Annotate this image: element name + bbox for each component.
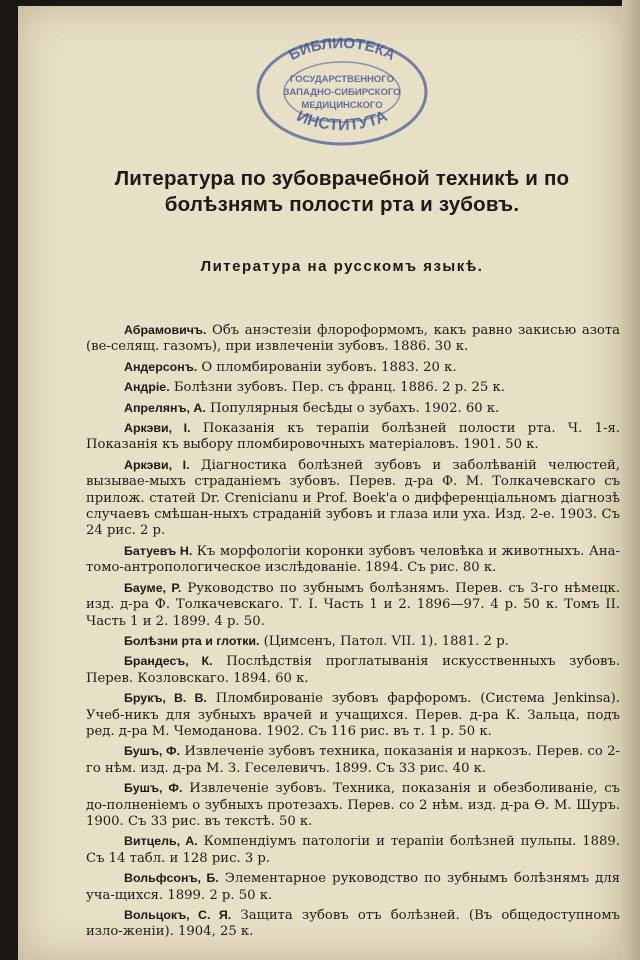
- entry-text: Элементарное руководство по зубнымъ болѣзнямъ для уча-щихся. 1899. 2 р. 50 к.: [86, 871, 620, 903]
- entry-text: Пломбированіе зубовъ фарфоромъ. (Система Jenkinsa). Учеб-никъ для зубныхъ врачей и учащихся. Перев. д-ра К. Зальца, подъ ред. д-ра М. Чемоданова. 1902. Съ 116 рис. въ т. 1 р. 50 к.: [86, 691, 620, 739]
- entry-text: Извлеченіе зубовъ техника, показанія и наркозъ. Перев. со 2-го нѣм. изд. д-ра М. З. Геселевичъ. 1899. Съ 33 рис. 40 к.: [86, 744, 620, 776]
- entry-text: Діагностика болѣзней зубовъ и заболѣваній челюстей, вызывае-мыхъ страданіемъ зубовъ. Перев. д-ра Ф. М. Толкачевскаго съ прилож. статей Dr. Crenicianu и Prof. Boek'а о дифференціальномъ діагнозѣ случаевъ смѣшан-ныхъ страданій зубовъ и глаза или уха. Изд. 2-е. 1903. Съ 24 рис. 2 р.: [86, 457, 620, 539]
- entry-text: Къ морфологіи коронки зубовъ человѣка и животныхъ. Ана-томо-антропологическое изслѣдованіе. 1894. Съ рис. 80 к.: [86, 543, 620, 576]
- bibliography-entry: [86, 907, 620, 941]
- entry-author: Аркэви, І.: [124, 421, 191, 436]
- entry-author: Бушъ, Ф.: [124, 744, 181, 759]
- entry-text: (Цимсенъ, Патол. VII. 1). 1881. 2 р.: [259, 633, 509, 649]
- svg-text:МЕДИЦИНСКОГО: МЕДИЦИНСКОГО: [301, 100, 383, 111]
- entry-text: Объ анэстезіи флороформомъ, какъ равно закисью азота (ве-селящ. газомъ), при извлеченіи зубовъ. 1886. 30 к.: [86, 323, 620, 355]
- entry-author: Вольцокъ, С. Я.: [124, 908, 232, 922]
- bibliography-entry: [86, 580, 620, 630]
- entry-text: Извлеченіе зубовъ. Техника, показанія и обезболиваніе, съ до-полненіемъ о зубныхъ протезахъ. Перев. со 2 нѣм. изд. д-ра Ѳ. М. Шуръ. 1900. Съ 33 рис. въ текстѣ. 50 к.: [86, 781, 620, 829]
- entry-author: Вольфсонъ, Б.: [124, 871, 219, 886]
- entry-text: О пломбированіи зубовъ. 1883. 20 к.: [197, 359, 457, 375]
- bibliography-entry: [86, 359, 620, 376]
- bibliography-entry: [86, 743, 620, 777]
- entry-author: Андерсонъ.: [124, 359, 198, 374]
- bibliography-entry: [86, 379, 620, 396]
- library-stamp: [254, 36, 430, 148]
- svg-text:БИБЛИОТЕКА: БИБЛИОТЕКА: [285, 36, 399, 65]
- entry-text: Популярныя бесѣды о зубахъ. 1902. 60 к.: [205, 400, 500, 416]
- bibliography-entry: [86, 633, 620, 650]
- section-heading: Литература на русскомъ языкѣ.: [200, 258, 484, 275]
- entry-author: Бауме, Р.: [124, 580, 182, 595]
- bibliography-entry: [86, 420, 620, 454]
- entry-author: Аркэви, І.: [124, 457, 190, 472]
- entry-text: Компендіумъ патологіи и терапіи болѣзней пульпы. 1889. Съ 14 табл. и 128 рис. 3 р.: [86, 834, 620, 866]
- entry-text: Защита зубовъ отъ болѣзней. (Въ общедоступномъ изло-женіи). 1904, 25 к.: [86, 908, 620, 940]
- entry-text: Показанія къ терапіи болѣзней полости рта. Ч. 1-я. Показанія къ выбору пломбировочныхъ матеріаловъ. 1901. 50 к.: [86, 421, 621, 453]
- page-edge: [622, 0, 640, 960]
- entry-author: Батуевъ Н.: [124, 543, 193, 558]
- svg-text:ГОСУДАРСТВЕННОГО: ГОСУДАРСТВЕННОГО: [290, 74, 394, 85]
- bibliography-entry: [86, 543, 620, 577]
- entry-text: Болѣзни зубовъ. Пер. съ франц. 1886. 2 р. 25 к.: [169, 380, 505, 396]
- entry-author: Болѣзни рта и глотки.: [124, 633, 260, 648]
- bibliography-entry: [86, 690, 620, 740]
- entry-author: Андріе.: [124, 380, 170, 395]
- entry-author: Бушъ, Ф.: [124, 781, 183, 796]
- page-title: Литература по зубоврачебной техникѣ и по болѣзнямъ полости рта и зубовъ.: [114, 167, 570, 216]
- entry-text: Послѣдствія проглатыванія искусственныхъ зубовъ. Перев. Козловскаго. 1894. 60 к.: [86, 654, 621, 686]
- entry-text: Руководство по зубнымъ болѣзнямъ. Перев. съ 3-го нѣмецк. изд. д-ра Ф. Толкачевскаго. Т. І. Часть 1 и 2. 1896—97. 4 р. 50 к. Томъ II. Часть 1 и 2. 1899. 4 р. 50.: [86, 580, 620, 629]
- svg-text:ИНСТИТУТА: ИНСТИТУТА: [294, 107, 390, 135]
- bibliography-entry: [86, 653, 620, 687]
- bibliography-entry: [86, 322, 620, 356]
- book-page: [18, 6, 622, 960]
- entry-author: Апрелянъ, А.: [124, 400, 206, 415]
- svg-text:ЗАПАДНО-СИБИРСКОГО: ЗАПАДНО-СИБИРСКОГО: [283, 87, 401, 98]
- bibliography-entry: [86, 870, 620, 904]
- entry-author: Витцель, А.: [124, 834, 198, 849]
- bibliography-list: [86, 322, 620, 944]
- bibliography-entry: [86, 400, 620, 417]
- bibliography-entry: [86, 457, 620, 540]
- entry-author: Абрамовичъ.: [124, 323, 207, 337]
- bibliography-entry: [86, 780, 620, 830]
- bibliography-entry: [86, 833, 620, 867]
- entry-author: Брукъ, В. В.: [124, 691, 207, 706]
- entry-author: Брандесъ, К.: [124, 654, 213, 669]
